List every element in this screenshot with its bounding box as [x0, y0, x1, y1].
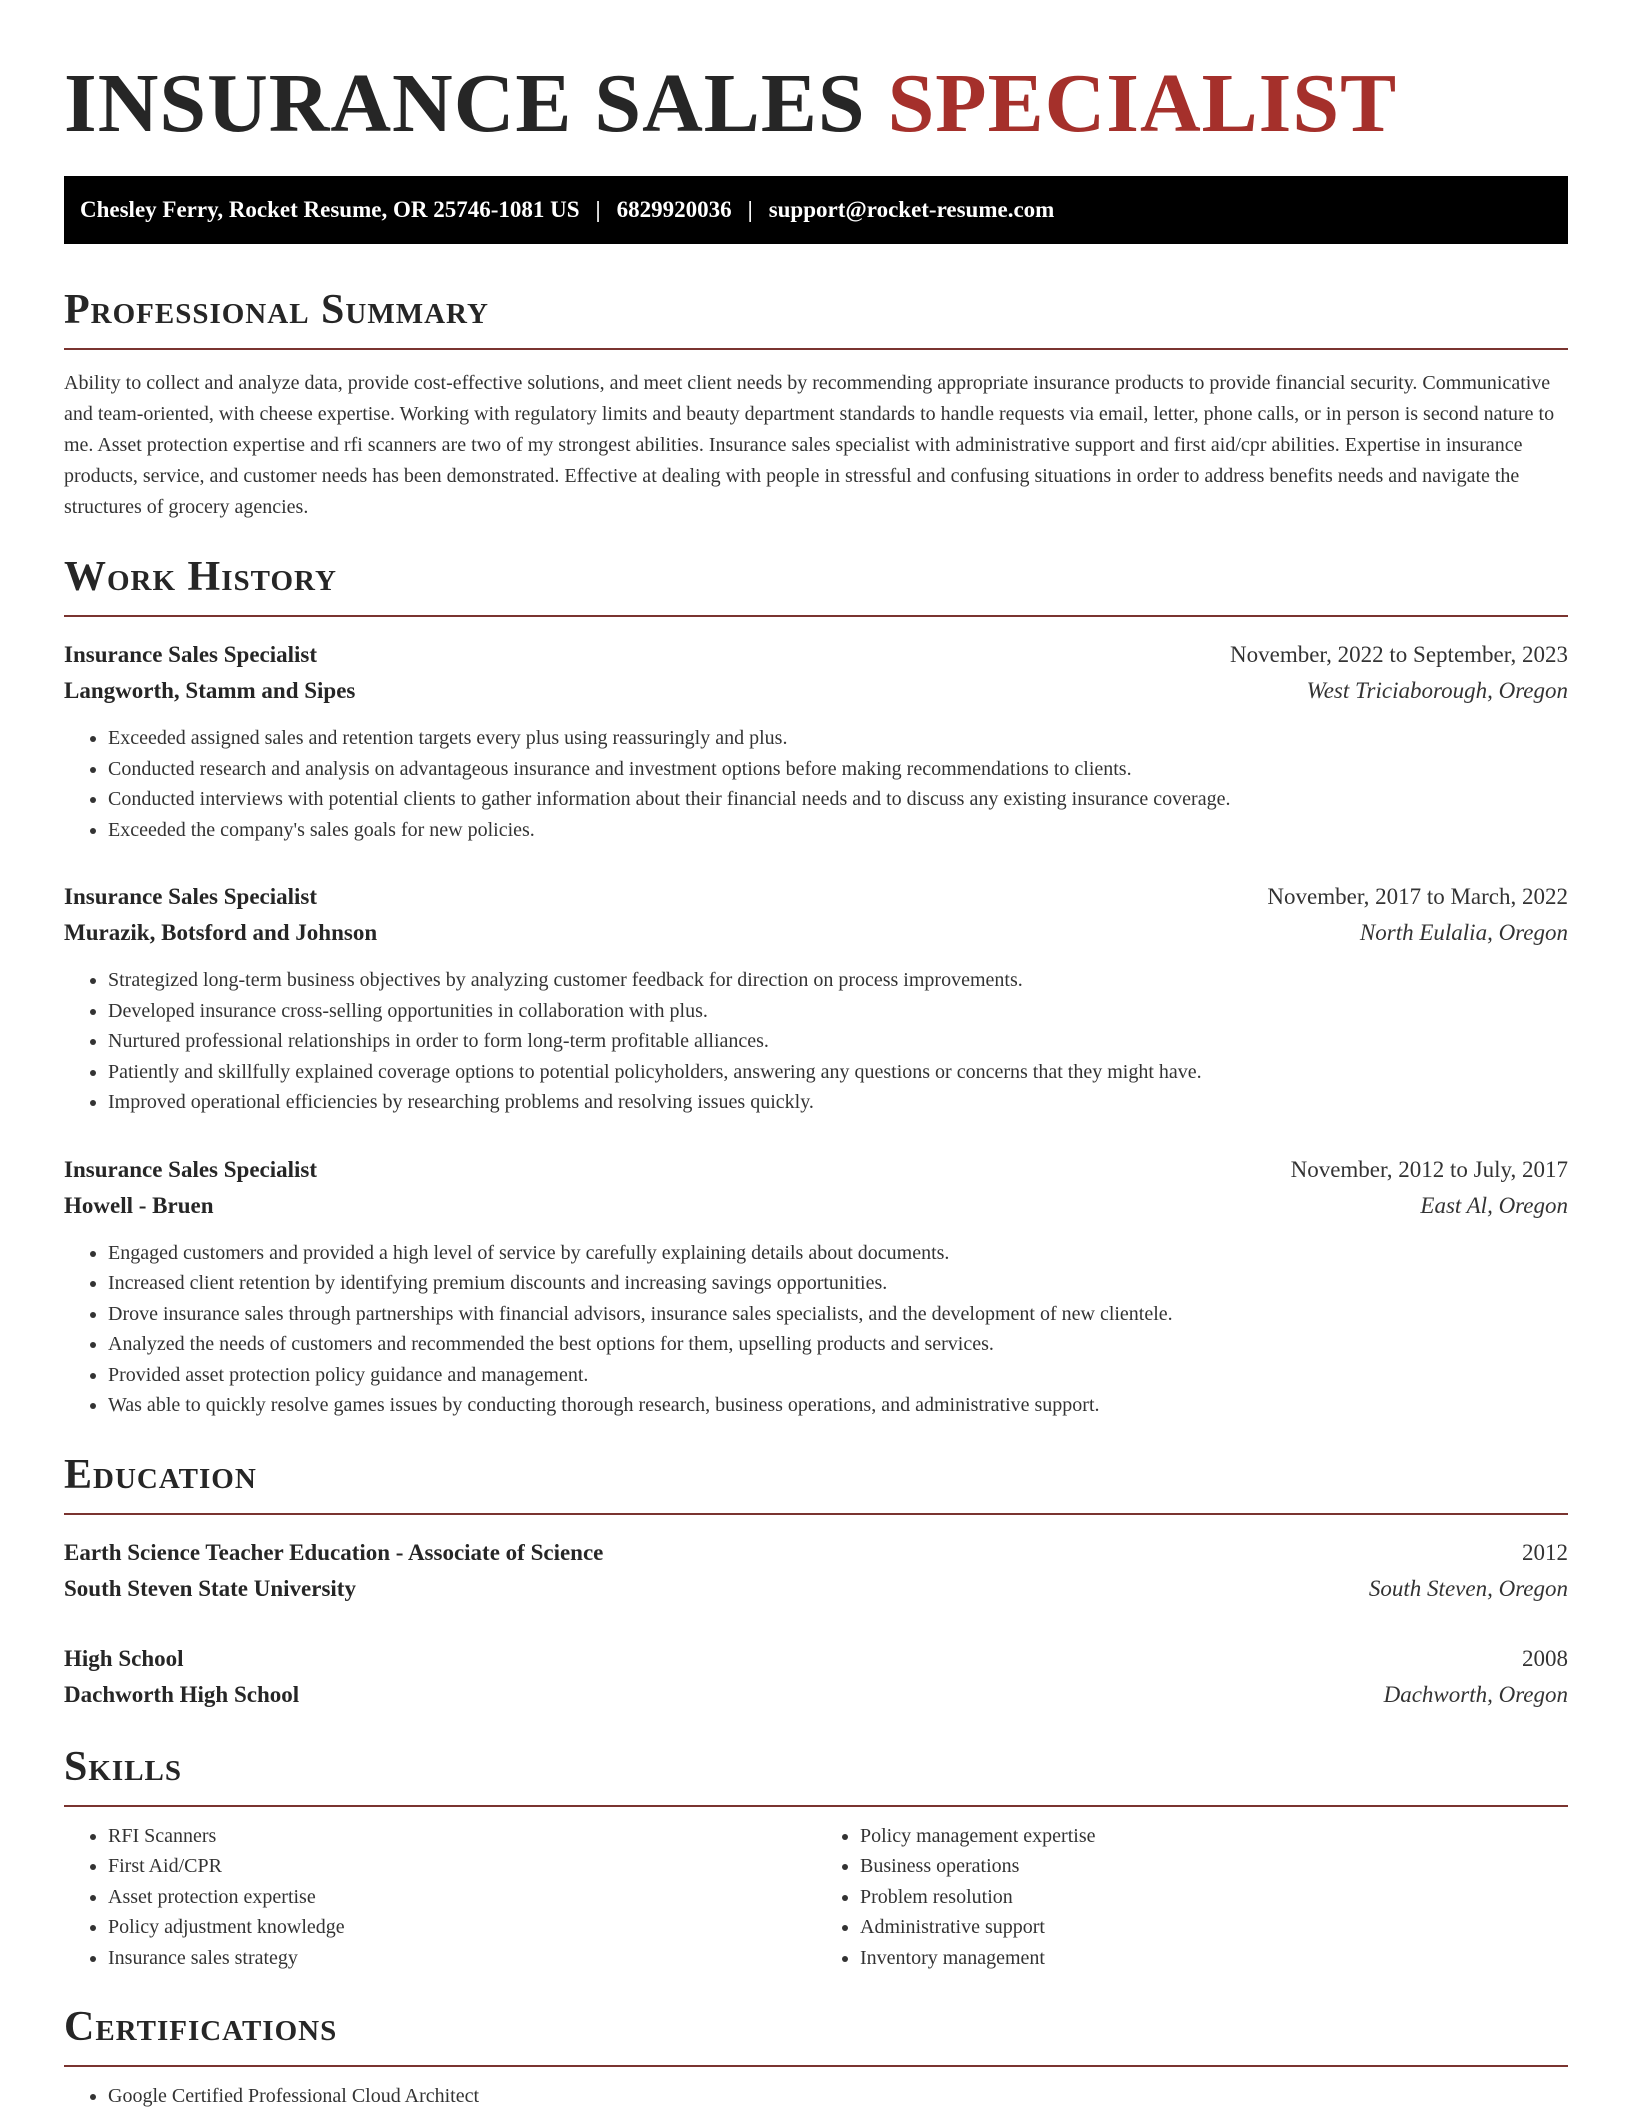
job-location: North Eulalia, Oregon — [1359, 920, 1568, 945]
summary-heading: Professional Summary — [64, 287, 489, 333]
summary-text: Ability to collect and analyze data, provide cost-effective solutions, and meet client needs by recommending appropriate insurance products to provide financial security. Communicative and team-oriented, with cheese expertise. Working with regulatory limits and beauty department standards to handle requests via email, letter, phone calls, or in person is second nature to me. Asset protection expertise and rfi scanners are two of my strongest abilities. Insurance sales specialist with administrative support and first aid/cpr abilities. Expertise in insurance products, service, and customer needs has been demonstrated. Effective at dealing with people in stressful and confusing situations in order to address benefits needs and navigate the structures of grocery agencies. — [64, 372, 1555, 518]
job-bullet: • Exceeded assigned sales and retention targets every plus using reassuringly and plus. — [108, 723, 1568, 754]
education-location: South Steven, Oregon — [1368, 1575, 1568, 1601]
job-dates: November, 2017 to March, 2022 — [1267, 884, 1568, 909]
contact-separator: | — [595, 197, 601, 222]
section-divider — [64, 1513, 1568, 1515]
job-company: Murazik, Botsford and Johnson — [64, 920, 378, 945]
education-school: South Steven State University — [64, 1575, 356, 1601]
education-location: Dachworth, Oregon — [1383, 1681, 1568, 1707]
section-divider — [64, 615, 1568, 617]
skill-item: • Administrative support — [860, 1912, 1568, 1943]
education-entry — [64, 1641, 1568, 1713]
job-header-row — [64, 637, 1568, 673]
skill-item: • Inventory management — [860, 1943, 1568, 1974]
job-location: West Triciaborough, Oregon — [1306, 678, 1568, 703]
job-bullet: • Engaged customers and provided a high level of service by carefully explaining details about documents. — [108, 1238, 1568, 1269]
education-header-row — [64, 1535, 1568, 1571]
job-bullet: • Nurtured professional relationships in order to form long-term profitable alliances. — [108, 1026, 1568, 1057]
job-entry — [64, 637, 1568, 845]
summary-section — [64, 284, 1568, 523]
certifications-list — [64, 2081, 1568, 2112]
skills-list-right — [816, 1821, 1568, 1974]
education-school-row — [64, 1571, 1568, 1607]
skill-item: • Policy management expertise — [860, 1821, 1568, 1852]
skill-item: • Problem resolution — [860, 1882, 1568, 1913]
skill-item: • First Aid/CPR — [108, 1851, 816, 1882]
contact-separator: | — [747, 197, 753, 222]
job-bullet: • Drove insurance sales through partnerships with financial advisors, insurance sales specialists, and the development of new clientele. — [108, 1299, 1568, 1330]
skill-item: • RFI Scanners — [108, 1821, 816, 1852]
title-accent: SPECIALIST — [887, 57, 1398, 150]
job-company: Howell - Bruen — [64, 1192, 214, 1218]
job-company: Langworth, Stamm and Sipes — [64, 678, 356, 703]
job-bullet: • Exceeded the company's sales goals for new policies. — [108, 815, 1568, 846]
education-section — [64, 1449, 1568, 1713]
skills-list-left — [64, 1821, 816, 1974]
job-header-row — [64, 879, 1568, 915]
job-title: Insurance Sales Specialist — [64, 642, 318, 667]
education-year: 2012 — [1522, 1539, 1568, 1565]
job-location: East Al, Oregon — [1420, 1192, 1568, 1218]
job-bullets — [64, 965, 1568, 1118]
job-entry — [64, 1152, 1568, 1421]
section-divider — [64, 348, 1568, 350]
education-degree: Earth Science Teacher Education - Associate of Science — [64, 1539, 604, 1565]
job-dates: November, 2022 to September, 2023 — [1230, 642, 1568, 667]
certifications-section — [64, 2001, 1568, 2112]
section-divider — [64, 1805, 1568, 1807]
contact-address: Chesley Ferry, Rocket Resume, OR 25746-1081 US — [80, 197, 580, 222]
certifications-heading: Certifications — [64, 2004, 338, 2050]
work-history-heading: Work History — [64, 554, 337, 600]
job-bullet: • Provided asset protection policy guidance and management. — [108, 1360, 1568, 1391]
job-bullet: • Patiently and skillfully explained coverage options to potential policyholders, answering any questions or concerns that they might have. — [108, 1057, 1568, 1088]
job-bullet: • Was able to quickly resolve games issues by conducting thorough research, business operations, and administrative support. — [108, 1390, 1568, 1421]
education-entry — [64, 1535, 1568, 1607]
skill-item: • Insurance sales strategy — [108, 1943, 816, 1974]
job-bullet: • Increased client retention by identifying premium discounts and increasing savings opportunities. — [108, 1268, 1568, 1299]
skills-heading: Skills — [64, 1743, 183, 1790]
job-dates: November, 2012 to July, 2017 — [1290, 1156, 1568, 1182]
work-history-section — [64, 551, 1568, 1421]
skill-item: • Policy adjustment knowledge — [108, 1912, 816, 1943]
contact-email: support@rocket-resume.com — [768, 197, 1055, 222]
job-bullets — [64, 723, 1568, 845]
job-entry — [64, 879, 1568, 1118]
job-company-row — [64, 673, 1568, 709]
education-school-row — [64, 1677, 1568, 1713]
contact-phone: 6829920036 — [616, 197, 732, 222]
job-company-row — [64, 1188, 1568, 1224]
job-title: Insurance Sales Specialist — [64, 884, 318, 909]
section-divider — [64, 2065, 1568, 2067]
skill-item: • Business operations — [860, 1851, 1568, 1882]
skills-section — [64, 1741, 1568, 1974]
job-title: Insurance Sales Specialist — [64, 1156, 318, 1182]
job-bullet: • Developed insurance cross-selling opportunities in collaboration with plus. — [108, 996, 1568, 1027]
job-bullets — [64, 1238, 1568, 1421]
contact-bar — [64, 176, 1568, 244]
job-company-row — [64, 915, 1568, 951]
education-degree: High School — [64, 1645, 184, 1671]
education-heading: Education — [64, 1451, 257, 1498]
job-bullet: • Strategized long-term business objectives by analyzing customer feedback for direction on process improvements. — [108, 965, 1568, 996]
skill-item: • Asset protection expertise — [108, 1882, 816, 1913]
skills-grid — [64, 1821, 1568, 1974]
job-header-row — [64, 1152, 1568, 1188]
title-main: INSURANCE SALES — [64, 57, 866, 150]
education-year: 2008 — [1522, 1645, 1568, 1671]
job-bullet: • Improved operational efficiencies by researching problems and resolving issues quickly. — [108, 1087, 1568, 1118]
education-header-row — [64, 1641, 1568, 1677]
job-bullet: • Analyzed the needs of customers and recommended the best options for them, upselling products and services. — [108, 1329, 1568, 1360]
certification-item: • Google Certified Professional Cloud Architect — [108, 2081, 1568, 2112]
job-bullet: • Conducted interviews with potential clients to gather information about their financial needs and to discuss any existing insurance coverage. — [108, 784, 1568, 815]
education-school: Dachworth High School — [64, 1681, 300, 1707]
resume-title — [64, 56, 1568, 152]
job-bullet: • Conducted research and analysis on advantageous insurance and investment options before making recommendations to clients. — [108, 754, 1568, 785]
